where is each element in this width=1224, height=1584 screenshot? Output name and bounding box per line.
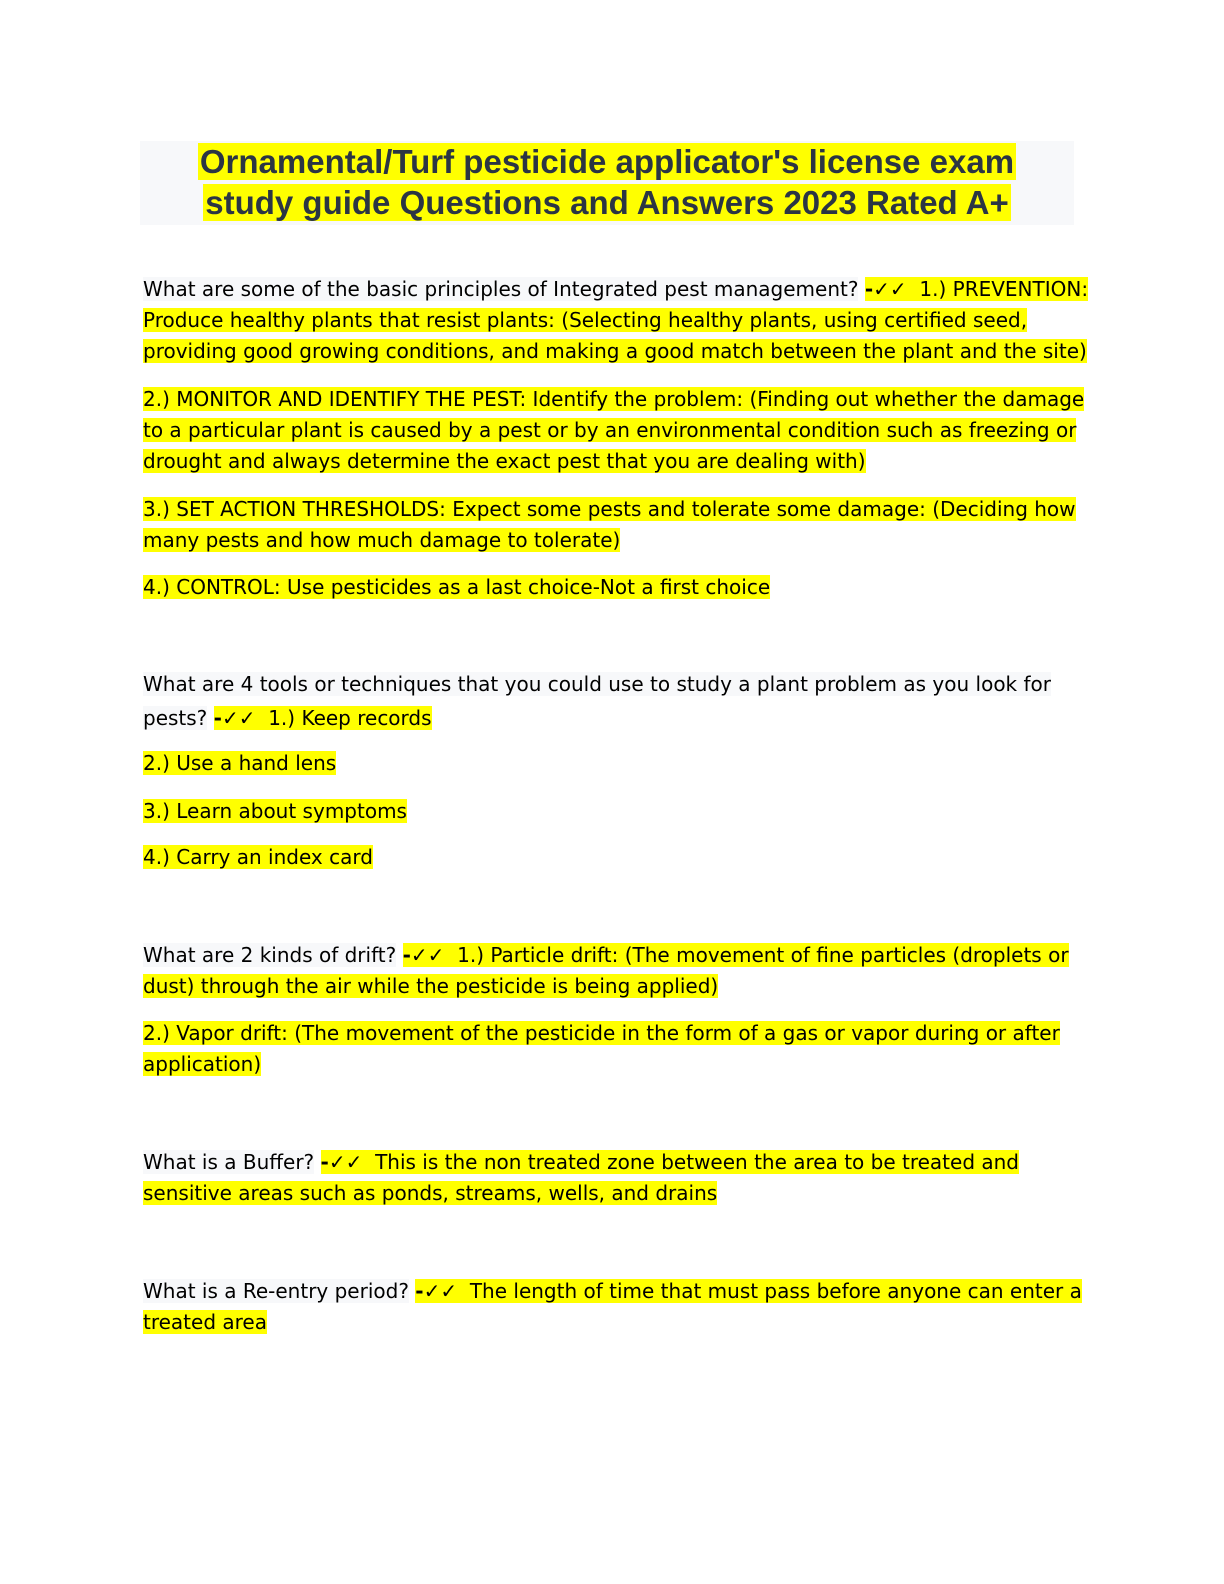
q3-answer-2-line-2: application) <box>143 1052 262 1076</box>
q5-answer-line-1: The length of time that must pass before anyone can enter a <box>469 1279 1082 1303</box>
q4-paragraph <box>143 1147 1063 1209</box>
title-block <box>140 141 1074 225</box>
q2-answer-3 <box>143 796 1063 827</box>
q1-paragraph <box>143 274 1089 367</box>
q1-answer-1-line-2: Produce healthy plants that resist plants: (Selecting healthy plants, using certified seed, <box>143 308 1028 332</box>
q3-answer-2-line-1: 2.) Vapor drift: (The movement of the pesticide in the form of a gas or vapor during or after <box>143 1021 1060 1045</box>
q3-paragraph <box>143 940 1069 1002</box>
q1-answer-3-line-1: 3.) SET ACTION THRESHOLDS: Expect some pests and tolerate some damage: (Deciding how <box>143 497 1076 521</box>
title-line-2: study guide Questions and Answers 2023 Rated A+ <box>205 184 1009 221</box>
q1-answer-2-line-3: drought and always determine the exact pest that you are dealing with) <box>143 449 866 473</box>
q2-answer-4 <box>143 842 1063 873</box>
check-icon: -✓✓ <box>402 943 445 967</box>
q1-answer-2-line-1: 2.) MONITOR AND IDENTIFY THE PEST: Identify the problem: (Finding out whether the damage <box>143 387 1085 411</box>
check-icon: -✓✓ <box>320 1150 363 1174</box>
q3-answer-1-line-2: dust) through the air while the pesticide is being applied) <box>143 974 719 998</box>
q2-paragraph <box>143 667 1063 735</box>
check-icon: -✓✓ <box>213 706 256 730</box>
q1-answer-3-line-2: many pests and how much damage to tolerate) <box>143 528 621 552</box>
q2-answer-4-text: 4.) Carry an index card <box>143 845 373 869</box>
q2-answer-3-text: 3.) Learn about symptoms <box>143 799 407 823</box>
q2-answer-2 <box>143 748 1063 779</box>
check-icon: -✓✓ <box>415 1279 458 1303</box>
q1-answer-3 <box>143 494 1076 556</box>
q2-question-line-1: What are 4 tools or techniques that you could use to study a plant problem as you look for <box>143 672 1051 696</box>
q1-answer-2 <box>143 384 1085 477</box>
q1-answer-4 <box>143 572 1063 603</box>
q1-answer-4-text: 4.) CONTROL: Use pesticides as a last choice-Not a first choice <box>143 575 771 599</box>
q5-paragraph <box>143 1276 1082 1338</box>
q2-answer-1: 1.) Keep records <box>268 706 432 730</box>
q1-answer-1-line-1: 1.) PREVENTION: <box>919 277 1089 301</box>
document-title <box>140 141 1074 223</box>
q3-question: What are 2 kinds of drift? <box>143 943 397 967</box>
q1-answer-1-line-3: providing good growing conditions, and making a good match between the plant and the site) <box>143 339 1087 363</box>
q2-question-line-2: pests? <box>143 706 208 730</box>
q1-question: What are some of the basic principles of Integrated pest management? <box>143 277 859 301</box>
q1-answer-2-line-2: to a particular plant is caused by a pest or by an environmental condition such as freezing or <box>143 418 1077 442</box>
check-icon: -✓✓ <box>864 277 907 301</box>
q4-question: What is a Buffer? <box>143 1150 315 1174</box>
q4-answer-line-1: This is the non treated zone between the area to be treated and <box>375 1150 1020 1174</box>
q4-answer-line-2: sensitive areas such as ponds, streams, wells, and drains <box>143 1181 718 1205</box>
q5-question: What is a Re-entry period? <box>143 1279 409 1303</box>
q3-answer-1-line-1: 1.) Particle drift: (The movement of fine particles (droplets or <box>457 943 1069 967</box>
q5-answer-line-2: treated area <box>143 1310 267 1334</box>
title-line-1: Ornamental/Turf pesticide applicator's license exam <box>199 143 1015 180</box>
q2-answer-2-text: 2.) Use a hand lens <box>143 751 337 775</box>
q3-answer-2 <box>143 1018 1063 1080</box>
